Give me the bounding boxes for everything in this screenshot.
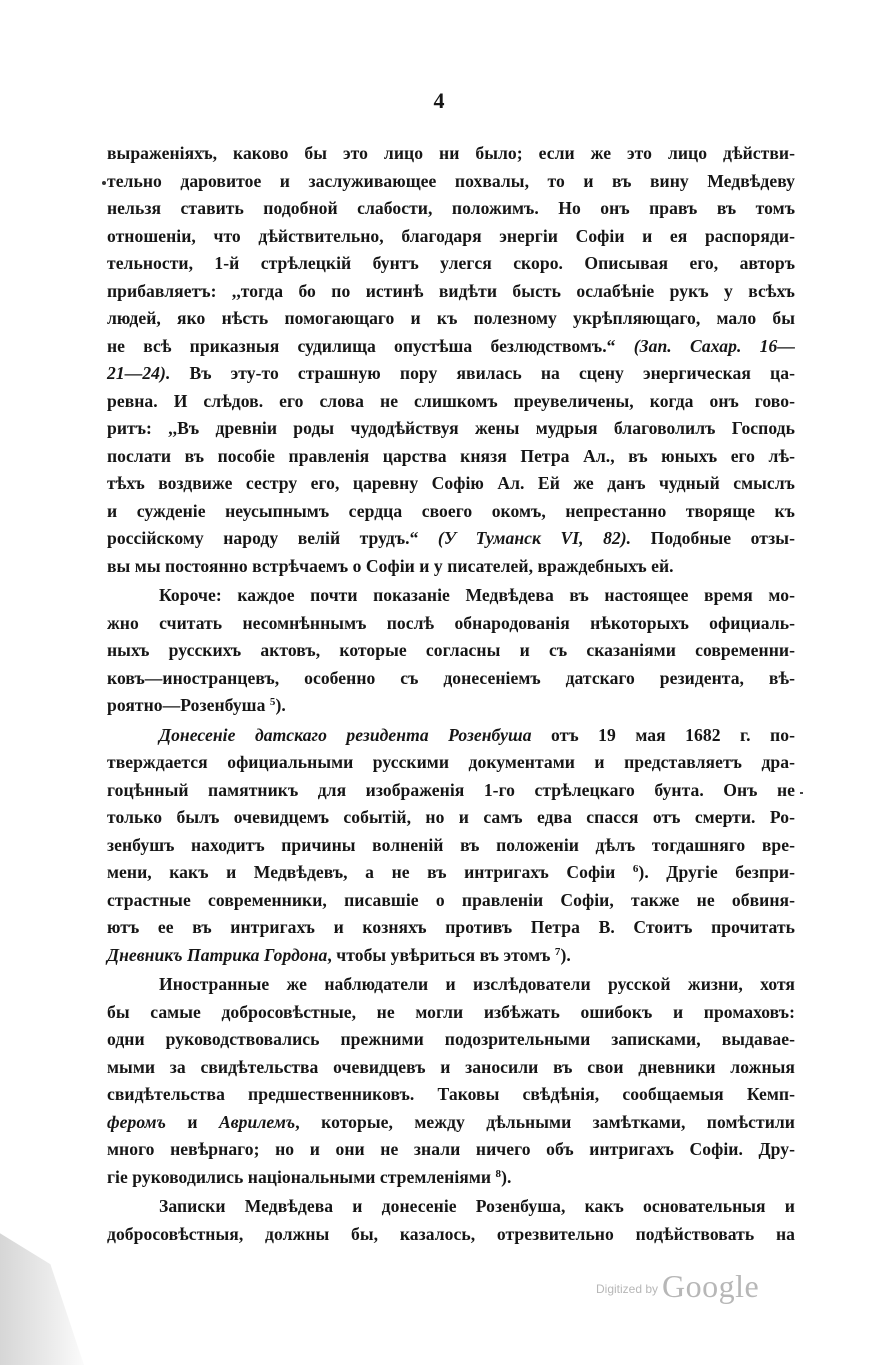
text-run: гіе руководились національными стремленіями — [107, 1166, 496, 1187]
text-line: ритъ: ,,Въ древніи роды чудодѣйствуя жены мудрыя благоволилъ Господь — [107, 418, 795, 438]
body-text — [107, 140, 795, 1248]
footnote-ref: 7 — [554, 945, 561, 958]
text-line — [107, 942, 795, 970]
footnote-ref: 8 — [495, 1167, 502, 1180]
text-line: отношеніи, что дѣйствительно, благодаря энергіи Софіи и ея распоряди- — [107, 225, 795, 246]
document-title: Дневникъ Патрика Гордона — [107, 944, 328, 965]
google-logo: Google — [662, 1268, 760, 1304]
text-line: ковъ—иностранцевъ, особенно съ донесеніемъ датскаго резидента, вѣ- — [107, 667, 795, 688]
text-line: мыми за свидѣтельства очевидцевъ и заносили въ свои дневники ложныя — [107, 1056, 795, 1077]
citation: (У Туманск VI, 82). — [437, 528, 632, 548]
text-line: тверждается официальными русскими документами и представляетъ дра- — [107, 752, 795, 772]
text-line: Иностранные же наблюдатели и изслѣдователи русской жизни, хотя — [159, 974, 795, 994]
page-number: 4 — [433, 88, 445, 113]
text-line: Записки Медвѣдева и донесеніе Розенбуша, какъ основательныя и — [159, 1196, 795, 1216]
text-line — [107, 859, 795, 887]
text-line: много невѣрнаго; но и они не знали ничего объ интригахъ Софіи. Дру- — [107, 1139, 795, 1159]
scan-shadow — [0, 1210, 84, 1365]
text-run: и — [165, 1111, 219, 1132]
text-line: одни руководствовались прежними подозрительными записками, выдавае- — [107, 1029, 795, 1049]
text-line: жно считать несомнѣннымъ послѣ обнародованія нѣкоторыхъ официаль- — [107, 612, 795, 633]
text-line: только былъ очевидцемъ событій, но и самъ едва спасся отъ смерти. Ро- — [107, 807, 795, 827]
text-line: бы самые добросовѣстные, не могли избѣжать ошибокъ и промаховъ: — [107, 1001, 795, 1022]
text-line: нельзя ставить подобной слабости, положимъ. Но онъ правъ въ томъ — [107, 198, 795, 218]
author-name: феромъ — [107, 1111, 166, 1132]
text-run: ). — [275, 695, 286, 715]
text-line: прибавляетъ: ,,тогда бо по истинѣ видѣти бысть ослабѣніе рукъ у всѣхъ — [107, 280, 795, 301]
text-line — [107, 692, 795, 720]
text-line — [107, 525, 795, 553]
text-run: роятно—Розенбуша — [107, 695, 270, 715]
text-line: людей, яко нѣсть помогающаго и къ полезному укрѣпляющаго, мало бы — [107, 308, 795, 328]
text-line: страстные современники, писавшіе о правленіи Софіи, также не обвиня- — [107, 889, 795, 910]
text-line — [107, 1109, 795, 1137]
text-line: гоцѣнный памятникъ для изображенія 1-го стрѣлецкаго бунта. Онъ не — [107, 779, 795, 800]
watermark-prefix: Digitized by — [596, 1282, 659, 1296]
author-name: Аврилемъ — [218, 1111, 296, 1132]
text-line: послати въ пособіе правленія царства князя Петра Ал., въ юныхъ его лѣ- — [107, 445, 795, 466]
text-run: Въ эту-то страшную пору явилась на сцену энергическая ца- — [170, 363, 795, 383]
ink-speck — [102, 181, 106, 185]
document-title: Донесеніе датскаго резидента Розенбуша — [159, 724, 532, 745]
text-line: ютъ ее въ интригахъ и козняхъ противъ Петра В. Стоитъ прочитать — [107, 917, 795, 937]
text-line: добросовѣстныя, должны бы, казалось, отрезвительно подѣйствовать на — [107, 1223, 795, 1244]
text-run: ). Другіе безпри- — [638, 862, 796, 882]
text-line: зенбушъ находитъ причины волненій въ положеніи дѣлъ тогдашняго вре- — [107, 834, 795, 855]
text-line — [107, 333, 795, 361]
text-run: Подобные отзы- — [631, 528, 795, 548]
citation: 21—24). — [107, 363, 171, 383]
citation: (Зап. Сахар. 16— — [633, 335, 795, 356]
text-run: ). — [501, 1166, 512, 1187]
text-line — [107, 360, 795, 388]
text-line — [107, 722, 795, 750]
ink-speck — [800, 792, 803, 794]
text-run: ). — [560, 944, 571, 965]
text-run: отъ 19 мая 1682 г. по- — [531, 724, 795, 745]
text-line: тельности, 1-й стрѣлецкій бунтъ улегся скоро. Описывая его, авторъ — [107, 253, 795, 273]
digitized-watermark — [596, 1268, 759, 1305]
footnote-ref: 6 — [632, 863, 639, 875]
text-line: тельно даровитое и заслуживающее похвалы, то и въ вину Медвѣдеву — [107, 170, 795, 191]
text-line: Короче: каждое почти показаніе Медвѣдева въ настоящее время мо- — [159, 585, 795, 605]
text-run: , чтобы увѣриться въ этомъ — [327, 944, 555, 965]
text-line: тѣхъ воздвиже сестру его, царевну Софію Ал. Ей же данъ чудный смыслъ — [107, 473, 795, 493]
text-line: и сужденіе неусыпнымъ сердца своего окомъ, непрестанно творяще къ — [107, 500, 795, 521]
text-line: вы мы постоянно встрѣчаемъ о Софіи и у писателей, враждебныхъ ей. — [107, 555, 674, 576]
text-line: ныхъ русскихъ актовъ, которые согласны и съ сказаніями современни- — [107, 640, 795, 660]
footnote-ref: 5 — [269, 696, 276, 708]
text-line — [107, 1164, 795, 1192]
text-run: россійскому народу велій трудъ.“ — [107, 528, 438, 548]
text-run: , которые, между дѣльными замѣтками, помѣстили — [295, 1111, 795, 1132]
text-line: выраженіяхъ, каково бы это лицо ни было; если же это лицо дѣйстви- — [107, 143, 795, 163]
text-run: мени, какъ и Медвѣдевъ, а не въ интригахъ Софіи — [107, 862, 633, 882]
text-run: не всѣ приказныя судилища опустѣша безлюдствомъ.“ — [107, 335, 634, 356]
text-line: ревна. И слѣдов. его слова не слишкомъ преувеличены, когда онъ гово- — [107, 390, 795, 411]
text-line: свидѣтельства предшественниковъ. Таковы свѣдѣнія, сообщаемыя Кемп- — [107, 1084, 795, 1104]
